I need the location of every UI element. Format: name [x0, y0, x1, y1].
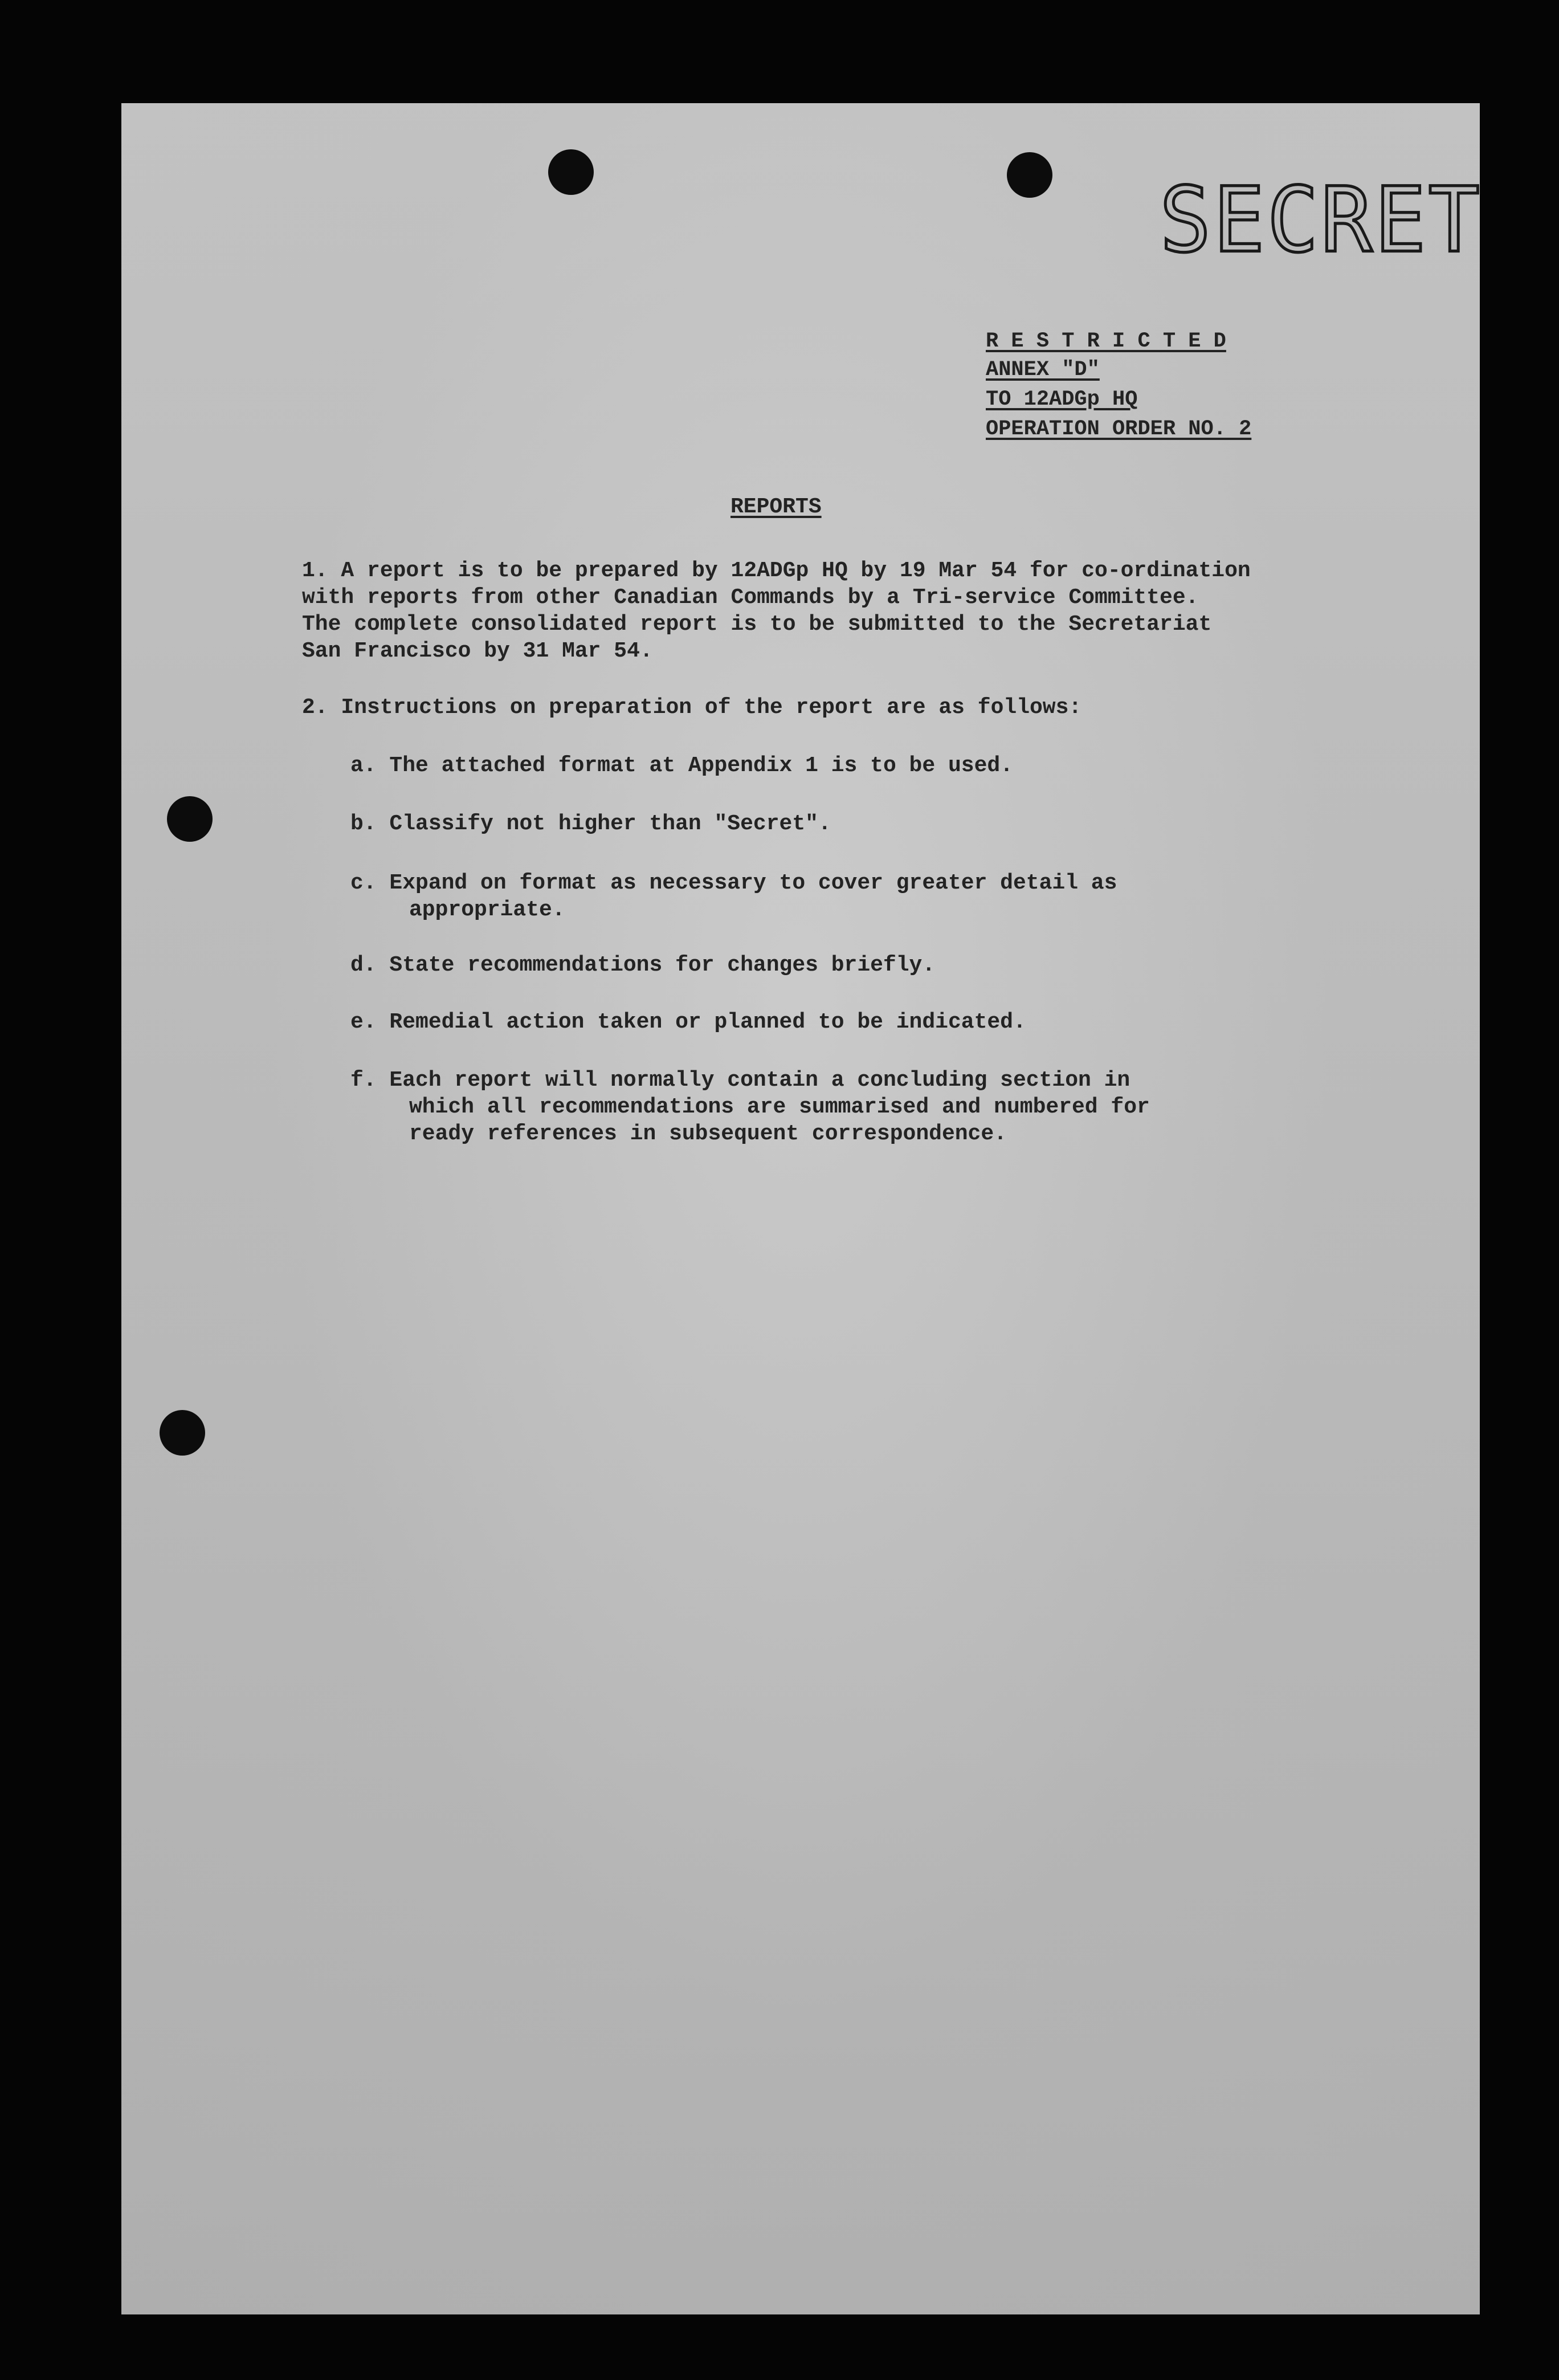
list-item-b: b. Classify not higher than "Secret". — [350, 812, 831, 836]
header-operation-order: OPERATION ORDER NO. 2 — [986, 417, 1252, 441]
list-item-a: a. The attached format at Appendix 1 is to be used. — [350, 753, 1013, 778]
list-item-c-line2: appropriate. — [409, 898, 565, 922]
punch-hole-top-left — [548, 149, 594, 195]
punch-hole-middle — [167, 796, 213, 842]
list-item-d: d. State recommendations for changes briefly. — [350, 953, 936, 977]
list-item-c-line1: c. Expand on format as necessary to cover greater detail as — [350, 871, 1117, 895]
header-recipient: TO 12ADGp HQ — [986, 388, 1138, 411]
list-item-e: e. Remedial action taken or planned to be indicated. — [350, 1010, 1026, 1034]
punch-hole-top-right — [1007, 152, 1052, 198]
page-title: REPORTS — [730, 495, 822, 519]
header-annex: ANNEX "D" — [986, 358, 1100, 382]
para2-intro: 2. Instructions on preparation of the report are as follows: — [302, 695, 1082, 720]
para1-line2: with reports from other Canadian Commands by a Tri-service Committee. — [302, 585, 1199, 610]
para1-line4: San Francisco by 31 Mar 54. — [302, 639, 653, 663]
header-restricted: R E S T R I C T E D — [986, 329, 1226, 353]
secret-stamp: SECRET — [1160, 168, 1482, 273]
document-page — [121, 103, 1480, 2314]
list-item-f-line1: f. Each report will normally contain a concluding section in — [350, 1068, 1131, 1093]
punch-hole-lower — [160, 1410, 205, 1456]
para1-line3: The complete consolidated report is to be submitted to the Secretariat — [302, 612, 1212, 637]
list-item-f-line2: which all recommendations are summarised and numbered for — [409, 1095, 1150, 1119]
list-item-f-line3: ready references in subsequent correspondence. — [409, 1122, 1007, 1146]
para1-line1: 1. A report is to be prepared by 12ADGp HQ by 19 Mar 54 for co-ordination — [302, 559, 1251, 583]
